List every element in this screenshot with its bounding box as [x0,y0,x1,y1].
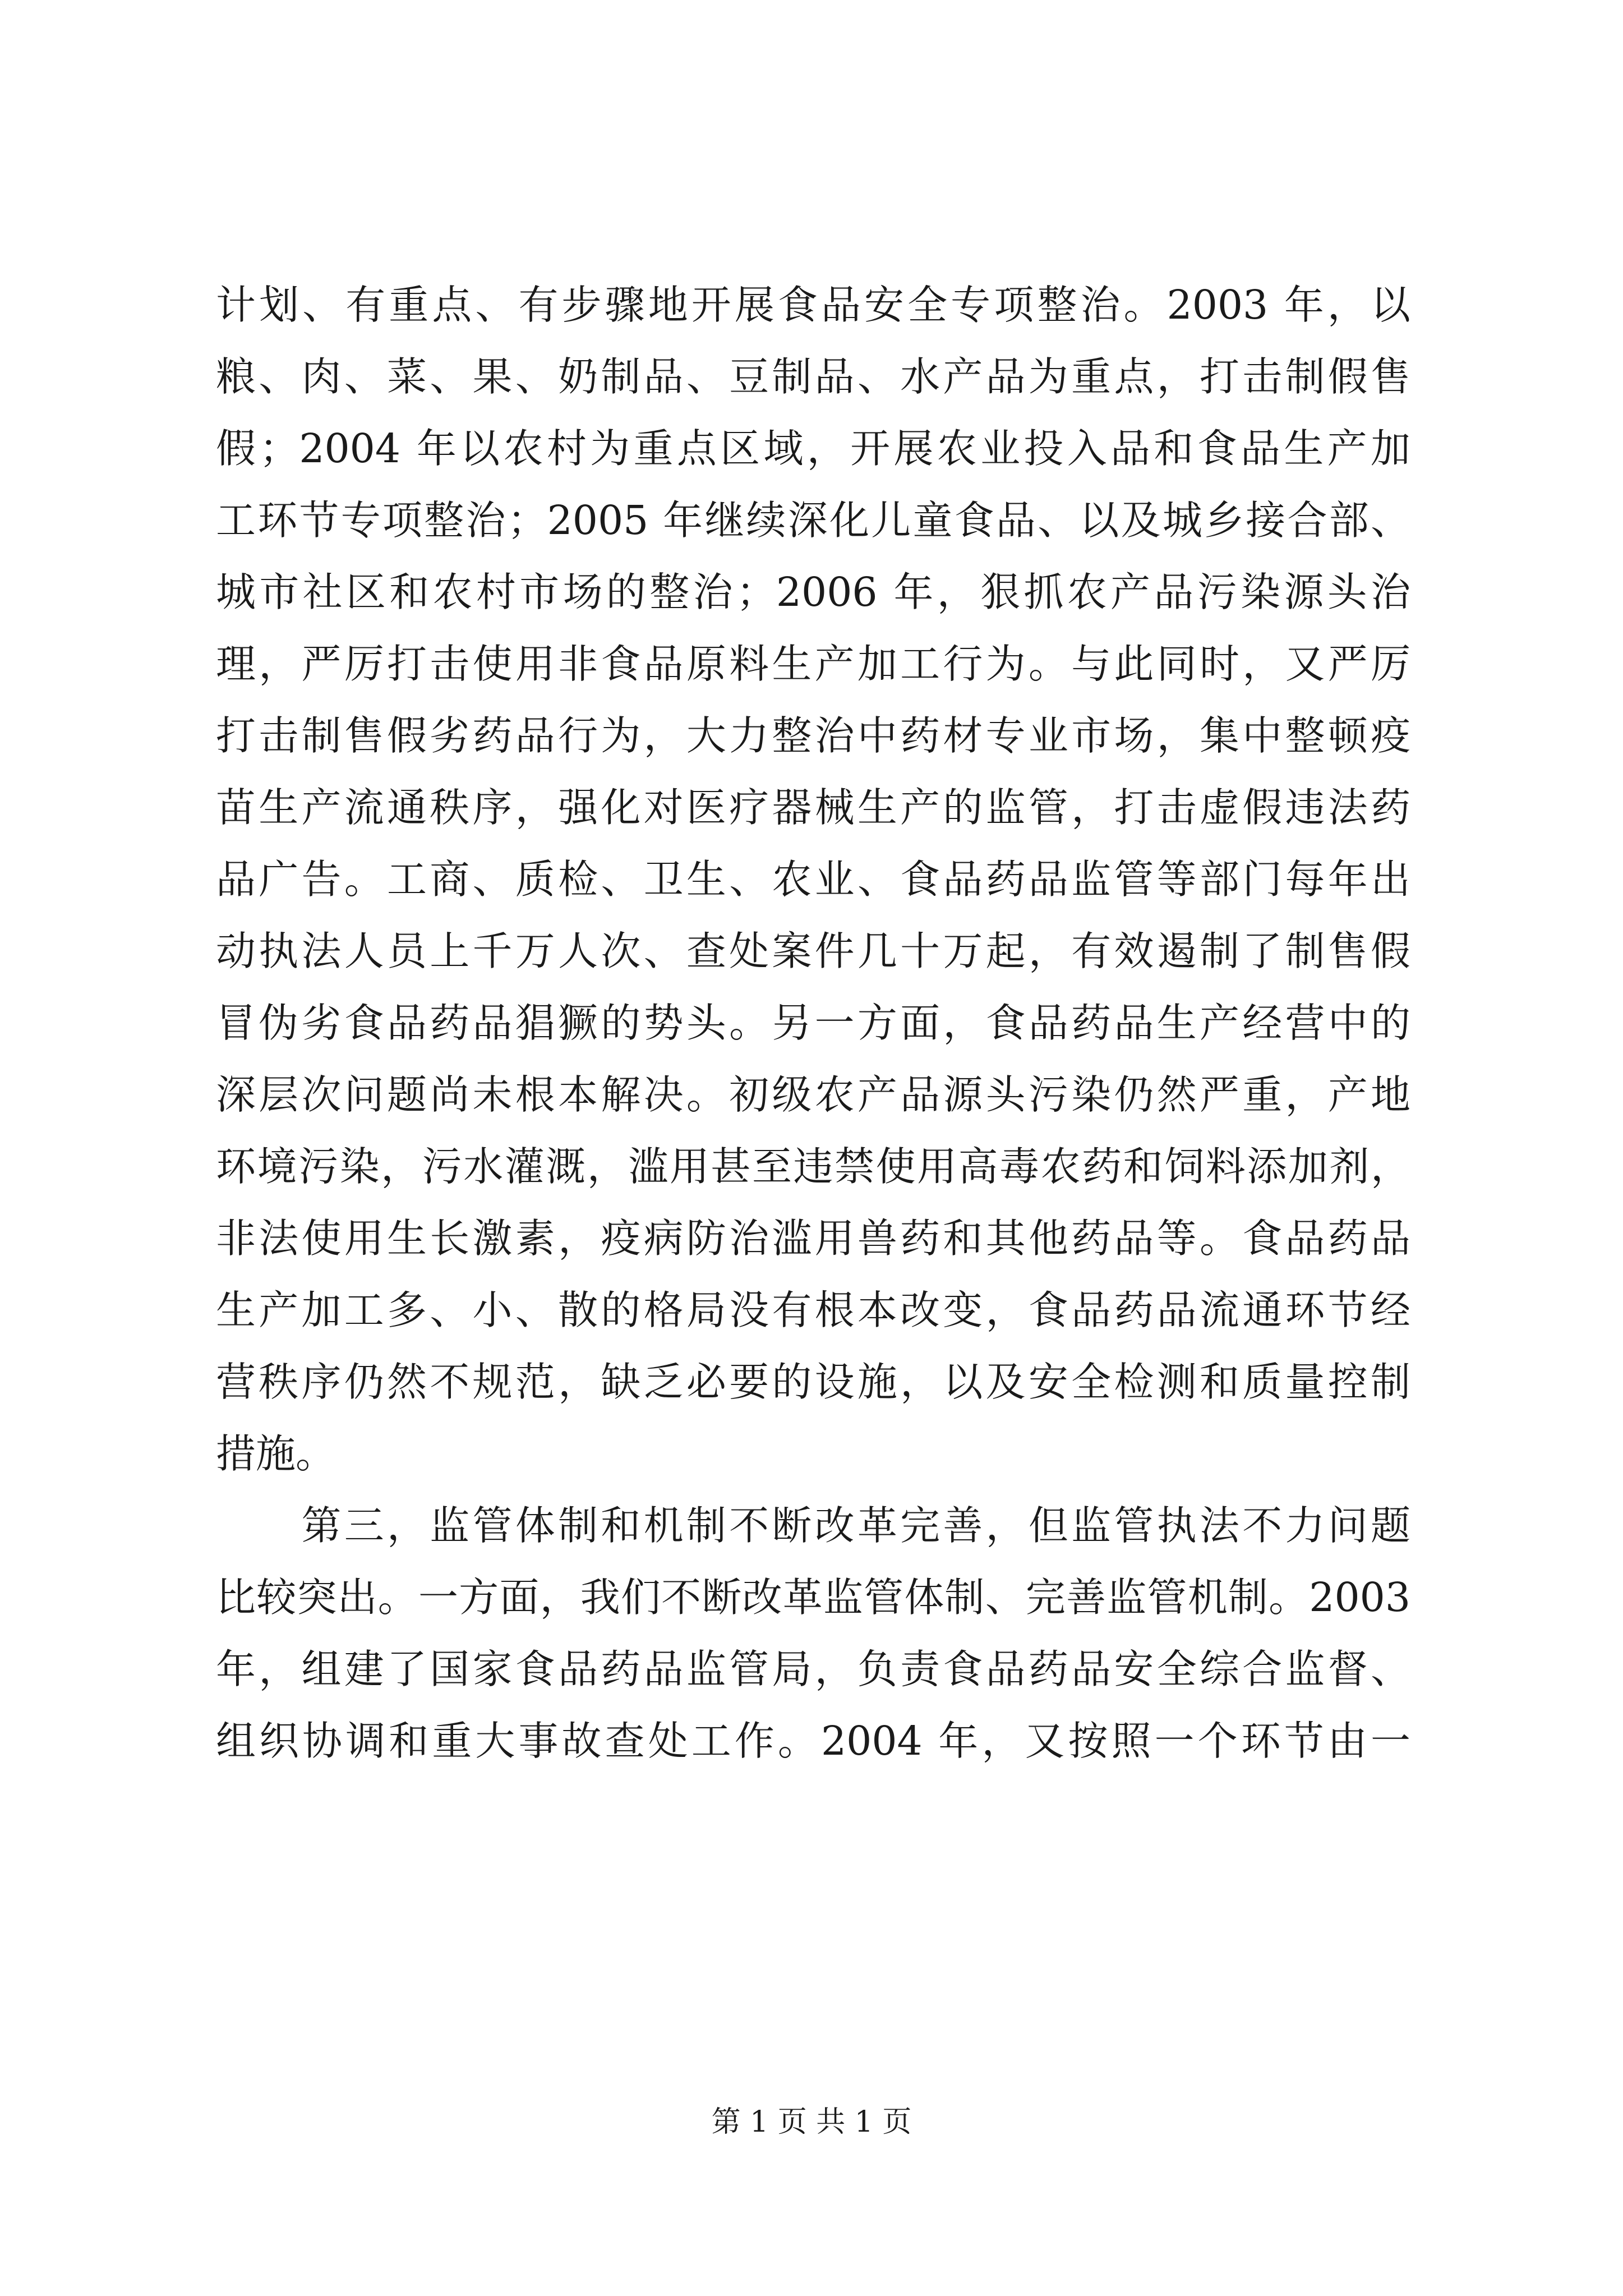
paragraph-end-line: 措施。 [216,1430,336,1477]
text-line: 粮、肉、菜、果、奶制品、豆制品、水产品为重点，打击制假售 [216,353,1410,400]
text-line: 比较突出。一方面，我们不断改革监管体制、完善监管机制。2003 [216,1574,1410,1621]
text-line: 城市社区和农村市场的整治；2006 年，狠抓农产品污染源头治 [216,569,1410,615]
text-line: 工环节专项整治；2005 年继续深化儿童食品、以及城乡接合部、 [216,497,1410,544]
text-line: 打击制售假劣药品行为，大力整治中药材专业市场，集中整顿疫 [216,712,1410,759]
text-line: 第三，监管体制和机制不断改革完善，但监管执法不力问题 [216,1502,1410,1549]
text-line: 品广告。工商、质检、卫生、农业、食品药品监管等部门每年出 [216,856,1410,903]
text-line: 非法使用生长激素，疫病防治滥用兽药和其他药品等。食品药品 [216,1215,1410,1262]
text-line: 计划、有重点、有步骤地开展食品安全专项整治。2003 年，以 [216,282,1410,328]
text-line: 组织协调和重大事故查处工作。2004 年，又按照一个环节由一 [216,1718,1410,1764]
text-line: 年，组建了国家食品药品监管局，负责食品药品安全综合监督、 [216,1646,1410,1692]
text-line: 假；2004 年以农村为重点区域，开展农业投入品和食品生产加 [216,425,1410,472]
text-line: 深层次问题尚未根本解决。初级农产品源头污染仍然严重，产地 [216,1071,1410,1118]
text-line: 营秩序仍然不规范，缺乏必要的设施，以及安全检测和质量控制 [216,1359,1410,1405]
text-line: 动执法人员上千万人次、查处案件几十万起，有效遏制了制售假 [216,928,1410,974]
text-line: 苗生产流通秩序，强化对医疗器械生产的监管，打击虚假违法药 [216,784,1410,831]
text-line: 理，严厉打击使用非食品原料生产加工行为。与此同时，又严厉 [216,641,1410,687]
text-line: 生产加工多、小、散的格局没有根本改变，食品药品流通环节经 [216,1287,1410,1333]
text-line: 冒伪劣食品药品猖獗的势头。另一方面，食品药品生产经营中的 [216,1000,1410,1046]
page-number-footer: 第 1 页 共 1 页 [711,2105,912,2139]
text-line: 环境污染，污水灌溉，滥用甚至违禁使用高毒农药和饲料添加剂， [216,1143,1410,1190]
document-body [216,269,1410,1777]
